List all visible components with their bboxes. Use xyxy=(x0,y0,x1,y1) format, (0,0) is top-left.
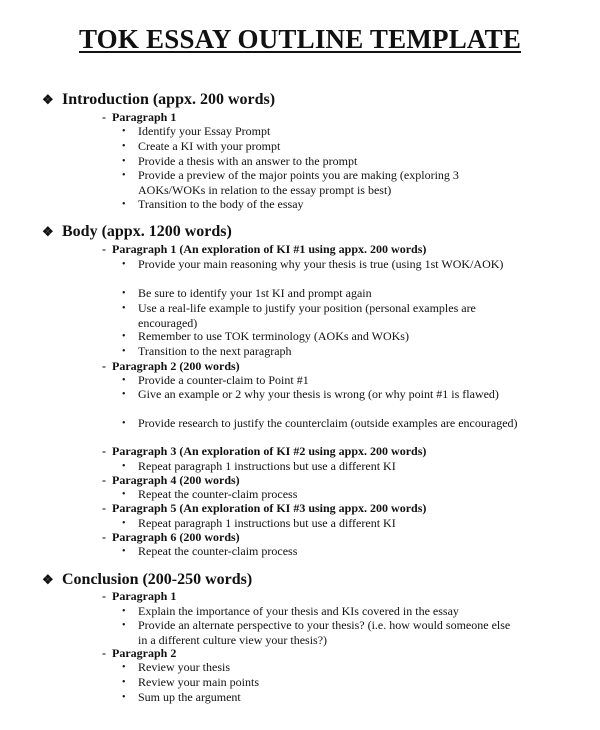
bullet-icon: • xyxy=(122,331,126,342)
bullet-icon: • xyxy=(122,126,126,137)
bullet-icon: • xyxy=(122,692,126,703)
paragraph-label: - Paragraph 2 xyxy=(102,646,177,660)
bullet-icon: • xyxy=(122,346,126,357)
paragraph-label: - Paragraph 5 (An exploration of KI #3 using appx. 200 words) xyxy=(102,501,427,515)
paragraph-label: - Paragraph 3 (An exploration of KI #2 using appx. 200 words) xyxy=(102,444,427,458)
paragraph-label: - Paragraph 4 (200 words) xyxy=(102,473,240,487)
bullet-icon: • xyxy=(122,518,126,529)
bullet-icon: • xyxy=(122,199,126,210)
diamond-bullet-icon: ❖ xyxy=(42,572,54,587)
bullet-icon: • xyxy=(122,141,126,152)
paragraph-label: - Paragraph 6 (200 words) xyxy=(102,530,240,544)
paragraph-label: - Paragraph 1 xyxy=(102,589,177,603)
bullet-icon: • xyxy=(122,662,126,673)
bullet-icon: • xyxy=(122,303,126,314)
bullet-icon: • xyxy=(122,259,126,270)
paragraph-label: - Paragraph 2 (200 words) xyxy=(102,359,240,373)
bullet-icon: • xyxy=(122,620,126,631)
bullet-icon: • xyxy=(122,288,126,299)
bullet-icon: • xyxy=(122,461,126,472)
diamond-bullet-icon: ❖ xyxy=(42,92,54,107)
bullet-icon: • xyxy=(122,677,126,688)
bullet-icon: • xyxy=(122,156,126,167)
paragraph-label: - Paragraph 1 xyxy=(102,110,177,124)
document-page: TOK ESSAY OUTLINE TEMPLATE ❖ Introduction (appx. 200 words) - Paragraph 1 • Identify your Essay Prompt • Create a KI with your prompt • Provide a thesis with an answer to the prompt • Provide a preview of the major points you are making (exploring 3 AOKs/WOKs in relation to the essay prompt is best) • Transition to the body of the essay ❖ Body (appx. 1200 words) - Paragraph 1 (An exploration of KI #1 using appx. 200 words) • Provide your main reasoning why your thesis is true (using 1st WOK/AOK) • Be sure to identify your 1st KI and prompt again • Use a real-life example to justify your position (personal examples are encouraged) • Remember to use TOK terminology (AOKs and WOKs) • Transition to the next paragraph - Paragraph 2 (200 words) • Provide a counter-claim to Point #1 • Give an example or 2 why your thesis is wrong (or why point #1 is flawed) • Provide research to justify the counterclaim (outside examples are encouraged) - Paragraph 3 (An exploration of KI #2 using appx. 200 words) • Repeat paragraph 1 instructions but use a different KI - Paragraph 4 (200 words) • Repeat the counter-claim process - Paragraph 5 (An exploration of KI #3 using appx. 200 words) • Repeat paragraph 1 instructions but use a different KI - Paragraph 6 (200 words) • Repeat the counter-claim process ❖ Conclusion (200-250 words) - Paragraph 1 • Explain the importance of your thesis and KIs covered in the essay • Provide an alternate perspective to your thesis? (i.e. how would someone else in a different culture view your thesis?) - Paragraph 2 • Review your thesis • Review your main points • Sum up the argument xyxy=(0,0,600,730)
document-title: TOK ESSAY OUTLINE TEMPLATE xyxy=(78,24,522,54)
bullet-icon: • xyxy=(122,375,126,386)
bullet-icon: • xyxy=(122,418,126,429)
section-heading-conclusion: ❖ Conclusion (200-250 words) xyxy=(42,571,253,588)
bullet-icon: • xyxy=(122,606,126,617)
diamond-bullet-icon: ❖ xyxy=(42,224,54,239)
paragraph-label: - Paragraph 1 (An exploration of KI #1 using appx. 200 words) xyxy=(102,242,427,256)
bullet-icon: • xyxy=(122,489,126,500)
section-heading-introduction: ❖ Introduction (appx. 200 words) xyxy=(42,91,276,108)
bullet-icon: • xyxy=(122,389,126,400)
section-heading-body: ❖ Body (appx. 1200 words) xyxy=(42,223,232,240)
bullet-icon: • xyxy=(122,546,126,557)
bullet-icon: • xyxy=(122,170,126,181)
